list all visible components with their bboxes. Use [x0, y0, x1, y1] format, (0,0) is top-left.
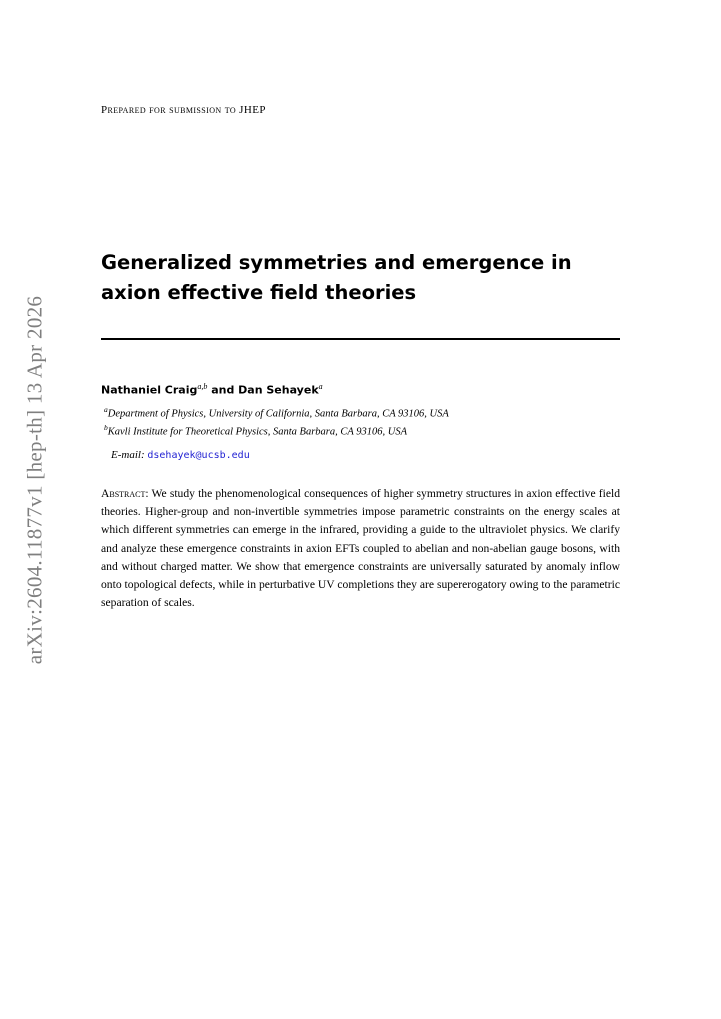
author-name: Nathaniel Craig	[101, 383, 198, 397]
abstract-heading: Abstract:	[101, 487, 149, 500]
author-list	[101, 382, 323, 397]
submission-note: Prepared for submission to JHEP	[101, 104, 266, 116]
author-name: Dan Sehayek	[238, 383, 319, 397]
affiliation-b	[104, 423, 407, 438]
email-label: E-mail:	[111, 449, 148, 461]
affiliation-text: Kavli Institute for Theoretical Physics, Santa Barbara, CA 93106, USA	[107, 426, 407, 438]
affiliation-mark: b	[104, 423, 108, 432]
abstract-text: We study the phenomenological consequences of higher symmetry structures in axion effective field theories. Higher-group and non-invertible symmetries impose parametric constraints on the energy scales at which different symmetries can emerge in the infrared, providing a guide to the ultraviolet physics. We clarify and analyze these emergence constraints in axion EFTs coupled to abelian and non-abelian gauge bosons, with and without charged matter. We show that emergence constraints are universally saturated by anomaly inflow onto topological defects, while in perturbative UV completions they are supererogatory owing to the parametric separation of scales.	[101, 487, 620, 610]
contact-email	[111, 449, 250, 461]
paper-title: Generalized symmetries and emergence in axion effective field theories	[101, 251, 572, 304]
author-conjunction: and	[207, 383, 239, 397]
arxiv-identifier-stamp: arXiv:2604.11877v1 [hep-th] 13 Apr 2026	[22, 295, 47, 665]
email-link[interactable]: dsehayek@ucsb.edu	[147, 450, 250, 461]
title-rule	[101, 338, 620, 340]
affiliation-a	[104, 405, 449, 420]
abstract	[101, 485, 620, 612]
author-affiliation-mark: a	[318, 382, 323, 391]
author-affiliation-mark: a,b	[197, 382, 208, 391]
affiliation-mark: a	[104, 405, 108, 414]
affiliation-text: Department of Physics, University of California, Santa Barbara, CA 93106, USA	[107, 408, 449, 420]
